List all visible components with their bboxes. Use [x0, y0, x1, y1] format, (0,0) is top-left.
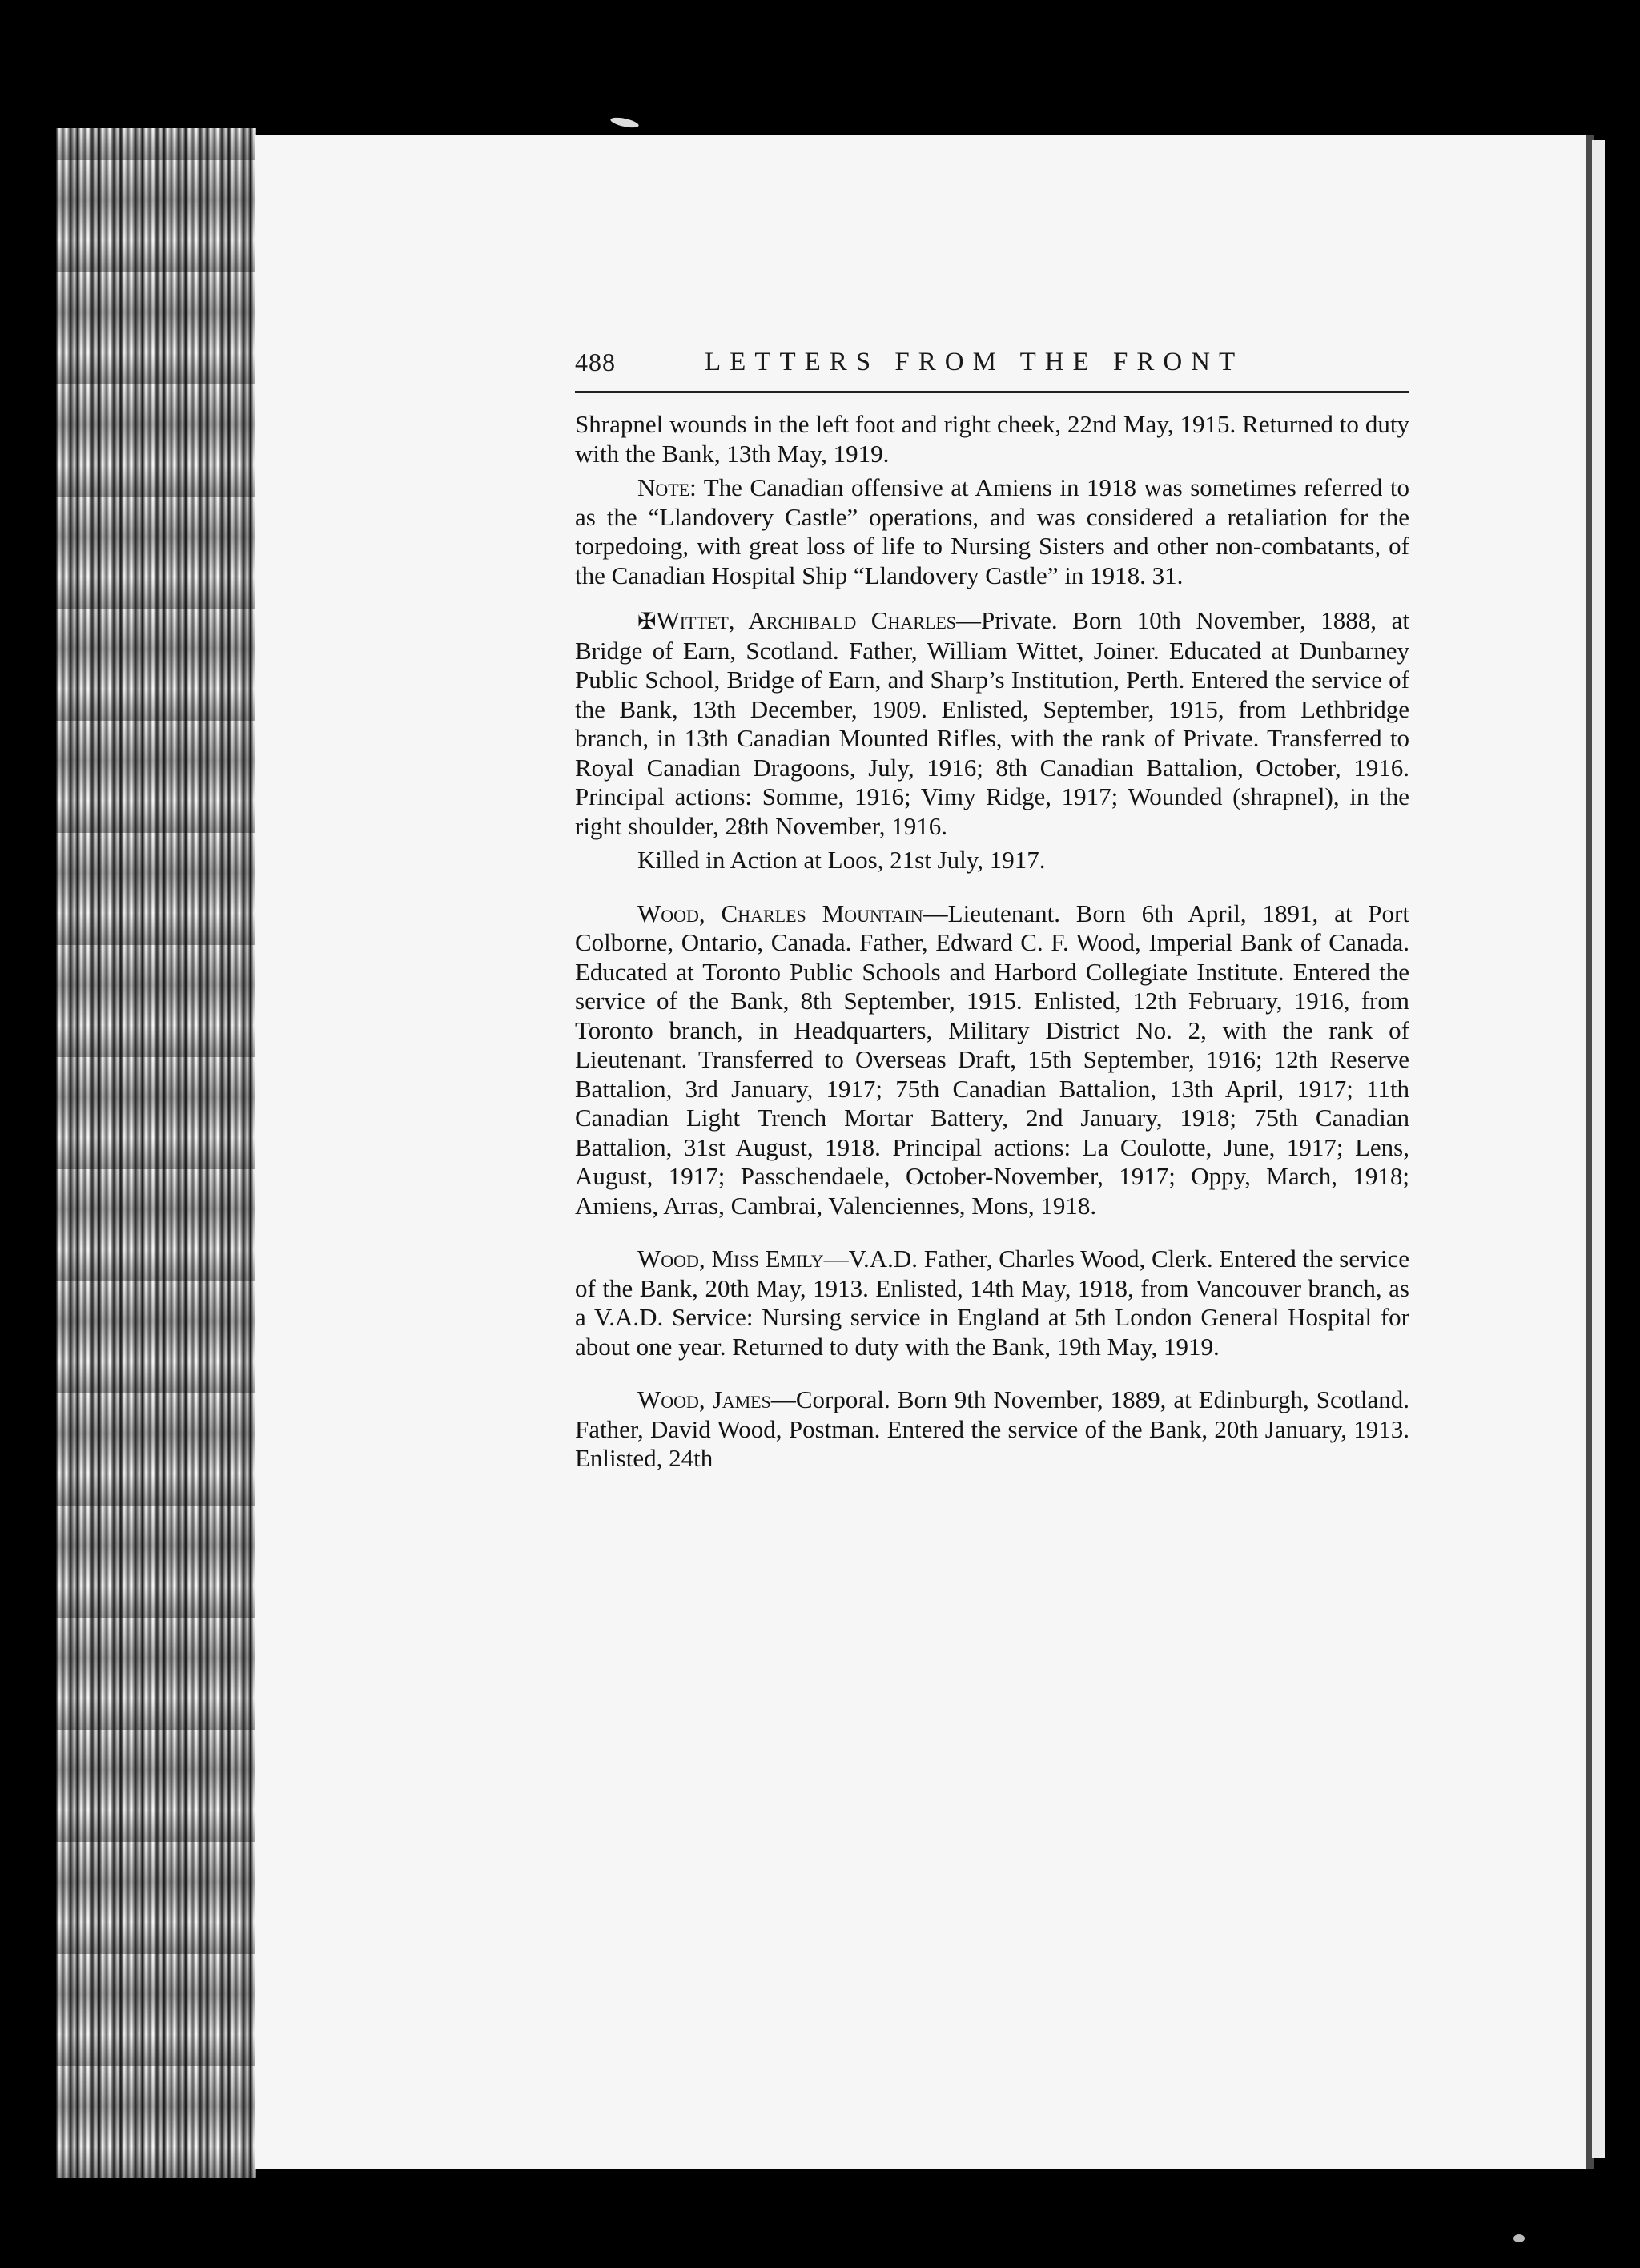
- entry-text: —Private. Born 10th November, 1888, at Bridge of Earn, Scotland. Father, William Wittet, Joiner. Educated at Dunbarney Public School, Bridge of Earn, and Sharp’s Institution, Perth. Entered the service of the Bank, 13th December, 1909. Enlisted, September, 1915, from Lethbridge branch, in 13th Canadian Mounted Rifles, with the rank of Private. Transferred to Royal Canadian Dragoons, July, 1916; 8th Canadian Battalion, October, 1916. Principal actions: Somme, 1916; Vimy Ridge, 1917; Wounded (shrapnel), in the right shoulder, 28th November, 1916.: [575, 606, 1409, 840]
- scan-speck: [609, 115, 639, 129]
- facing-page-edge: [1592, 140, 1605, 2158]
- entry-wood-emily: [575, 1245, 1409, 1361]
- killed-cross-icon: ✠: [637, 608, 657, 634]
- running-title: LETTERS FROM THE FRONT: [705, 348, 1244, 376]
- paragraph-shrapnel: Shrapnel wounds in the left foot and right cheek, 22nd May, 1915. Returned to duty with the Bank, 13th May, 1919.: [575, 410, 1409, 468]
- paragraph-note: [575, 473, 1409, 590]
- book-gutter-shading: [56, 128, 256, 2178]
- page-header: [575, 348, 1409, 396]
- entry-text: —Lieutenant. Born 6th April, 1891, at Port Colborne, Ontario, Canada. Father, Edward C. F. Wood, Imperial Bank of Canada. Educated at Toronto Public Schools and Harbord Collegiate Institute. Entered the service of the Bank, 8th September, 1915. Enlisted, 12th February, 1916, from Toronto branch, in Headquarters, Military District No. 2, with the rank of Lieutenant. Transferred to Overseas Draft, 15th September, 1916; 12th Reserve Battalion, 3rd January, 1917; 75th Canadian Battalion, 13th April, 1917; 11th Canadian Light Trench Mortar Battery, 2nd January, 1918; 75th Canadian Battalion, 31st August, 1918. Principal actions: La Coulotte, June, 1917; Lens, August, 1917; Passchendaele, October-November, 1917; Oppy, March, 1918; Amiens, Arras, Cambrai, Valenciennes, Mons, 1918.: [575, 899, 1409, 1220]
- header-rule: [575, 391, 1409, 393]
- entry-wittet-killed: Killed in Action at Loos, 21st July, 1917.: [637, 846, 1046, 874]
- entry-name: Wood, Miss Emily: [637, 1245, 824, 1273]
- page-number: 488: [575, 348, 616, 376]
- entry-wood-charles: [575, 899, 1409, 1221]
- note-label: Note:: [637, 473, 697, 501]
- scan-speck: [1513, 2234, 1525, 2242]
- note-text: The Canadian offensive at Amiens in 1918 was sometimes referred to as the “Llandovery Castle” operations, and was considered a retaliation for the torpedoing, with great loss of life to Nursing Sisters and other non-combatants, of the Canadian Hospital Ship “Llandovery Castle” in 1918. 31.: [575, 473, 1409, 589]
- entry-text: —Corporal. Born 9th November, 1889, at Edinburgh, Scotland. Father, David Wood, Postman. Entered the service of the Bank, 20th January, 1913. Enlisted, 24th: [575, 1385, 1410, 1472]
- entry-wood-james: [575, 1385, 1409, 1474]
- entry-name: Wittet, Archibald Charles: [656, 606, 957, 634]
- page-body: [575, 410, 1409, 1474]
- entry-name: Wood, Charles Mountain: [637, 899, 923, 927]
- entry-wittet: [575, 606, 1409, 841]
- entry-name: Wood, James: [637, 1385, 771, 1413]
- entry-text: —V.A.D. Father, Charles Wood, Clerk. Entered the service of the Bank, 20th May, 1913. Enlisted, 14th May, 1918, from Vancouver branch, as a V.A.D. Service: Nursing service in England at 5th London General Hospital for about one year. Returned to duty with the Bank, 19th May, 1919.: [575, 1245, 1409, 1361]
